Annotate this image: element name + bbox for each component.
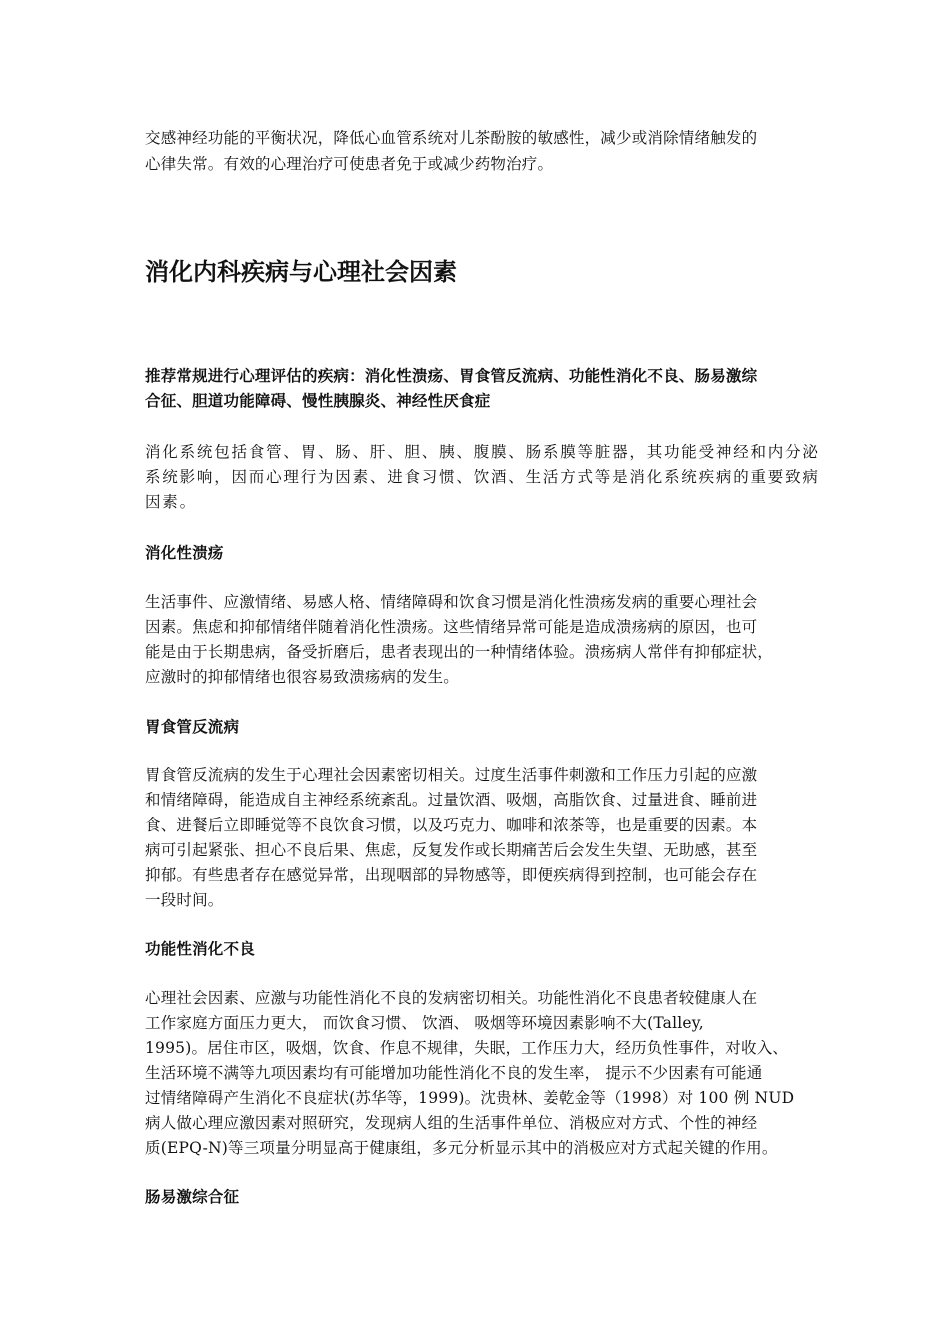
section-line: 工作家庭方面压力更大， 而饮食习惯、 饮酒、 吸烟等环境因素影响不大(Talley, [145, 1014, 704, 1032]
section-heading-gerd: 胃食管反流病 [145, 718, 240, 736]
section-line: 能是由于长期患病，备受折磨后，患者表现出的一种情绪体验。溃疡病人常伴有抑郁症状， [145, 643, 774, 661]
section-line: 心理社会因素、应激与功能性消化不良的发病密切相关。功能性消化不良患者较健康人在 [145, 989, 758, 1007]
recommend-line: 推荐常规进行心理评估的疾病：消化性溃疡、胃食管反流病、功能性消化不良、肠易激综 [145, 367, 758, 385]
overview-line: 因素。 [145, 493, 197, 511]
section-line: 一段时间。 [145, 891, 224, 909]
section-line: 质(EPQ-N)等三项量分明显高于健康组，多元分析显示其中的消极应对方式起关键的作用。 [145, 1139, 778, 1157]
section-line: 胃食管反流病的发生于心理社会因素密切相关。过度生活事件刺激和工作压力引起的应激 [145, 766, 758, 784]
section-heading-functional-dyspepsia: 功能性消化不良 [145, 940, 255, 958]
section-heading-ibs: 肠易激综合征 [145, 1188, 240, 1206]
recommend-line: 合征、胆道功能障碍、慢性胰腺炎、神经性厌食症 [145, 392, 491, 410]
section-line: 病可引起紧张、担心不良后果、焦虑，反复发作或长期痛苦后会发生失望、无助感，甚至 [145, 841, 758, 859]
intro-line: 交感神经功能的平衡状况，降低心血管系统对儿茶酚胺的敏感性，减少或消除情绪触发的 [145, 129, 758, 147]
section-line: 病人做心理应激因素对照研究，发现病人组的生活事件单位、消极应对方式、个性的神经 [145, 1114, 758, 1132]
section-line: 因素。焦虑和抑郁情绪伴随着消化性溃疡。这些情绪异常可能是造成溃疡病的原因，也可 [145, 618, 758, 636]
section-line: 1995)。居住市区，吸烟，饮食、作息不规律，失眠，工作压力大，经历负性事件，对收入、 [145, 1039, 789, 1057]
page-title: 消化内科疾病与心理社会因素 [145, 258, 457, 286]
section-line: 和情绪障碍，能造成自主神经系统紊乱。过量饮酒、吸烟，高脂饮食、过量进食、睡前进 [145, 791, 758, 809]
section-line: 应激时的抑郁情绪也很容易致溃疡病的发生。 [145, 668, 460, 686]
section-line: 生活环境不满等九项因素均有可能增加功能性消化不良的发生率， 提示不少因素有可能通 [145, 1064, 763, 1082]
section-heading-peptic-ulcer: 消化性溃疡 [145, 544, 224, 562]
section-line: 生活事件、应激情绪、易感人格、情绪障碍和饮食习惯是消化性溃疡发病的重要心理社会 [145, 593, 758, 611]
overview-line: 系统影响，因而心理行为因素、进食习惯、饮酒、生活方式等是消化系统疾病的重要致病 [145, 468, 820, 486]
overview-line: 消化系统包括食管、胃、肠、肝、胆、胰、腹膜、肠系膜等脏器，其功能受神经和内分泌 [145, 443, 820, 461]
section-line: 食、进餐后立即睡觉等不良饮食习惯，以及巧克力、咖啡和浓茶等，也是重要的因素。本 [145, 816, 758, 834]
section-line: 过情绪障碍产生消化不良症状(苏华等，1999)。沈贵林、姜乾金等（1998）对 100 例 NUD [145, 1089, 795, 1107]
section-line: 抑郁。有些患者存在感觉异常，出现咽部的异物感等，即便疾病得到控制，也可能会存在 [145, 866, 758, 884]
intro-line: 心律失常。有效的心理治疗可使患者免于或减少药物治疗。 [145, 155, 554, 173]
